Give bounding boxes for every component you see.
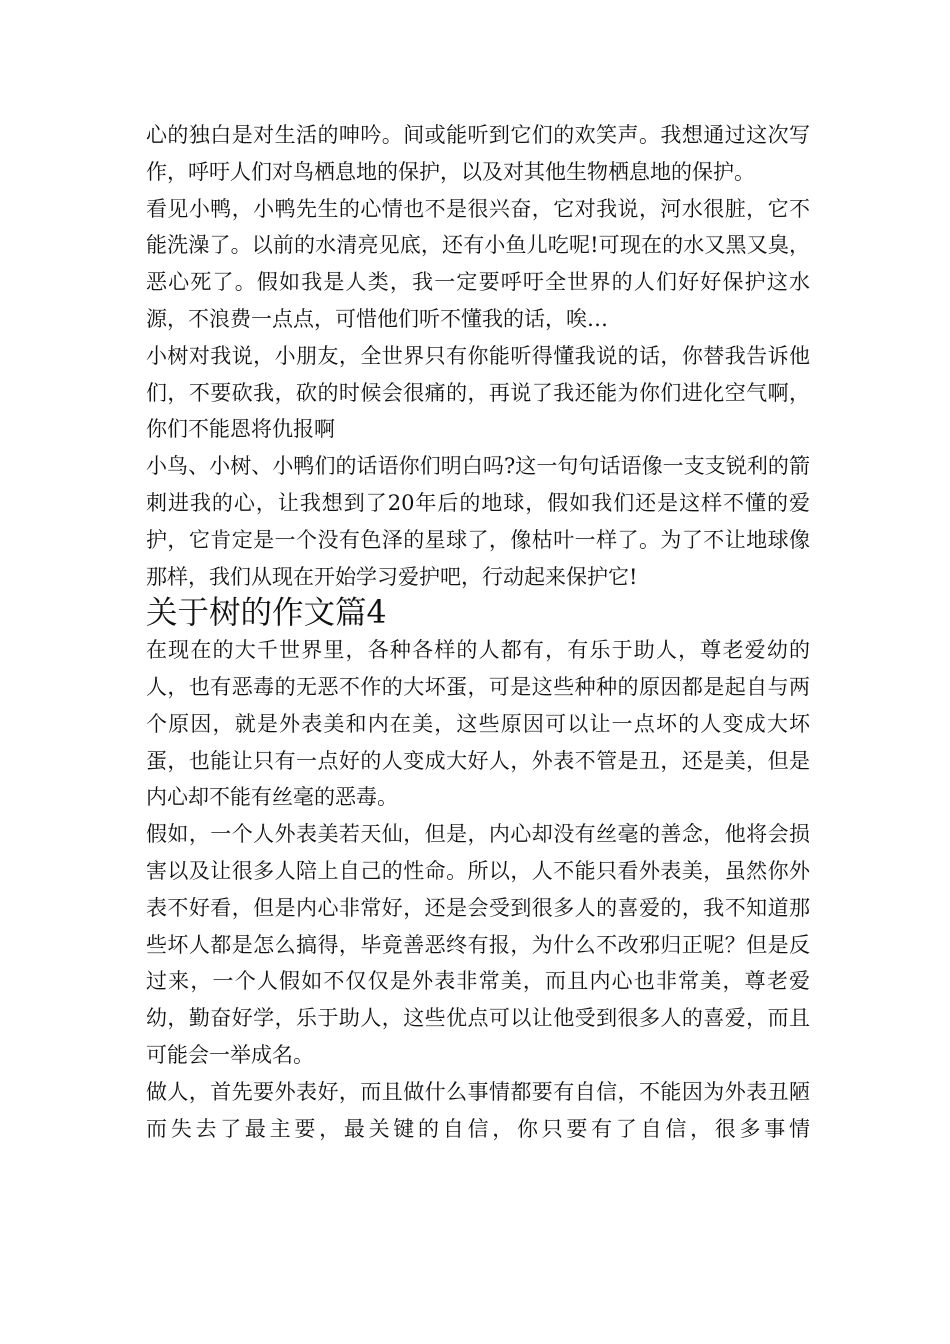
paragraph-1: 心的独白是对生活的呻吟。间或能听到它们的欢笑声。我想通过这次写作，呼吁人们对鸟栖息地的保护，以及对其他生物栖息地的保护。 [146,123,810,184]
paragraph-6: 假如，一个人外表美若天仙，但是，内心却没有丝毫的善念，他将会损害以及让很多人陪上自己的性命。所以，人不能只看外表美，虽然你外表不好看，但是内心非常好，还是会受到很多人的喜爱的，我不知道那些坏人都是怎么搞得，毕竟善恶终有报，为什么不改邪归正呢？但是反过来，一个人假如不仅仅是外表非常美，而且内心也非常美，尊老爱幼，勤奋好学，乐于助人，这些优点可以让他受到很多人的喜爱，而且可能会一举成名。 [146,822,810,1067]
paragraph-2: 看见小鸭，小鸭先生的心情也不是很兴奋，它对我说，河水很脏，它不能洗澡了。以前的水清亮见底，还有小鱼儿吃呢!可现在的水又黑又臭，恶心死了。假如我是人类，我一定要呼吁全世界的人们好好保护这水源，不浪费一点点，可惜他们听不懂我的话，唉… [146,196,810,331]
paragraph-5: 在现在的大千世界里，各种各样的人都有，有乐于助人，尊老爱幼的人，也有恶毒的无恶不作的大坏蛋，可是这些种种的原因都是起自与两个原因，就是外表美和内在美，这些原因可以让一点坏的人变成大坏蛋，也能让只有一点好的人变成大好人，外表不管是丑，还是美，但是内心却不能有丝毫的恶毒。 [146,638,810,810]
section-heading: 关于树的作文篇4 [146,595,387,632]
paragraph-4: 小鸟、小树、小鸭们的话语你们明白吗?这一句句话语像一支支锐利的箭刺进我的心，让我想到了20年后的地球，假如我们还是这样不懂的爱护，它肯定是一个没有色泽的星球了，像枯叶一样了。为了不让地球像那样，我们从现在开始学习爱护吧，行动起来保护它! [146,454,810,589]
paragraph-7: 做人，首先要外表好，而且做什么事情都要有自信，不能因为外表丑陋而失去了最主要，最关键的自信，你只要有了自信，很多事情 [146,1079,810,1141]
document-page [146,117,810,1147]
paragraph-3: 小树对我说，小朋友，全世界只有你能听得懂我说的话，你替我告诉他们，不要砍我，砍的时候会很痛的，再说了我还能为你们进化空气啊，你们不能恩将仇报啊 [146,343,810,442]
